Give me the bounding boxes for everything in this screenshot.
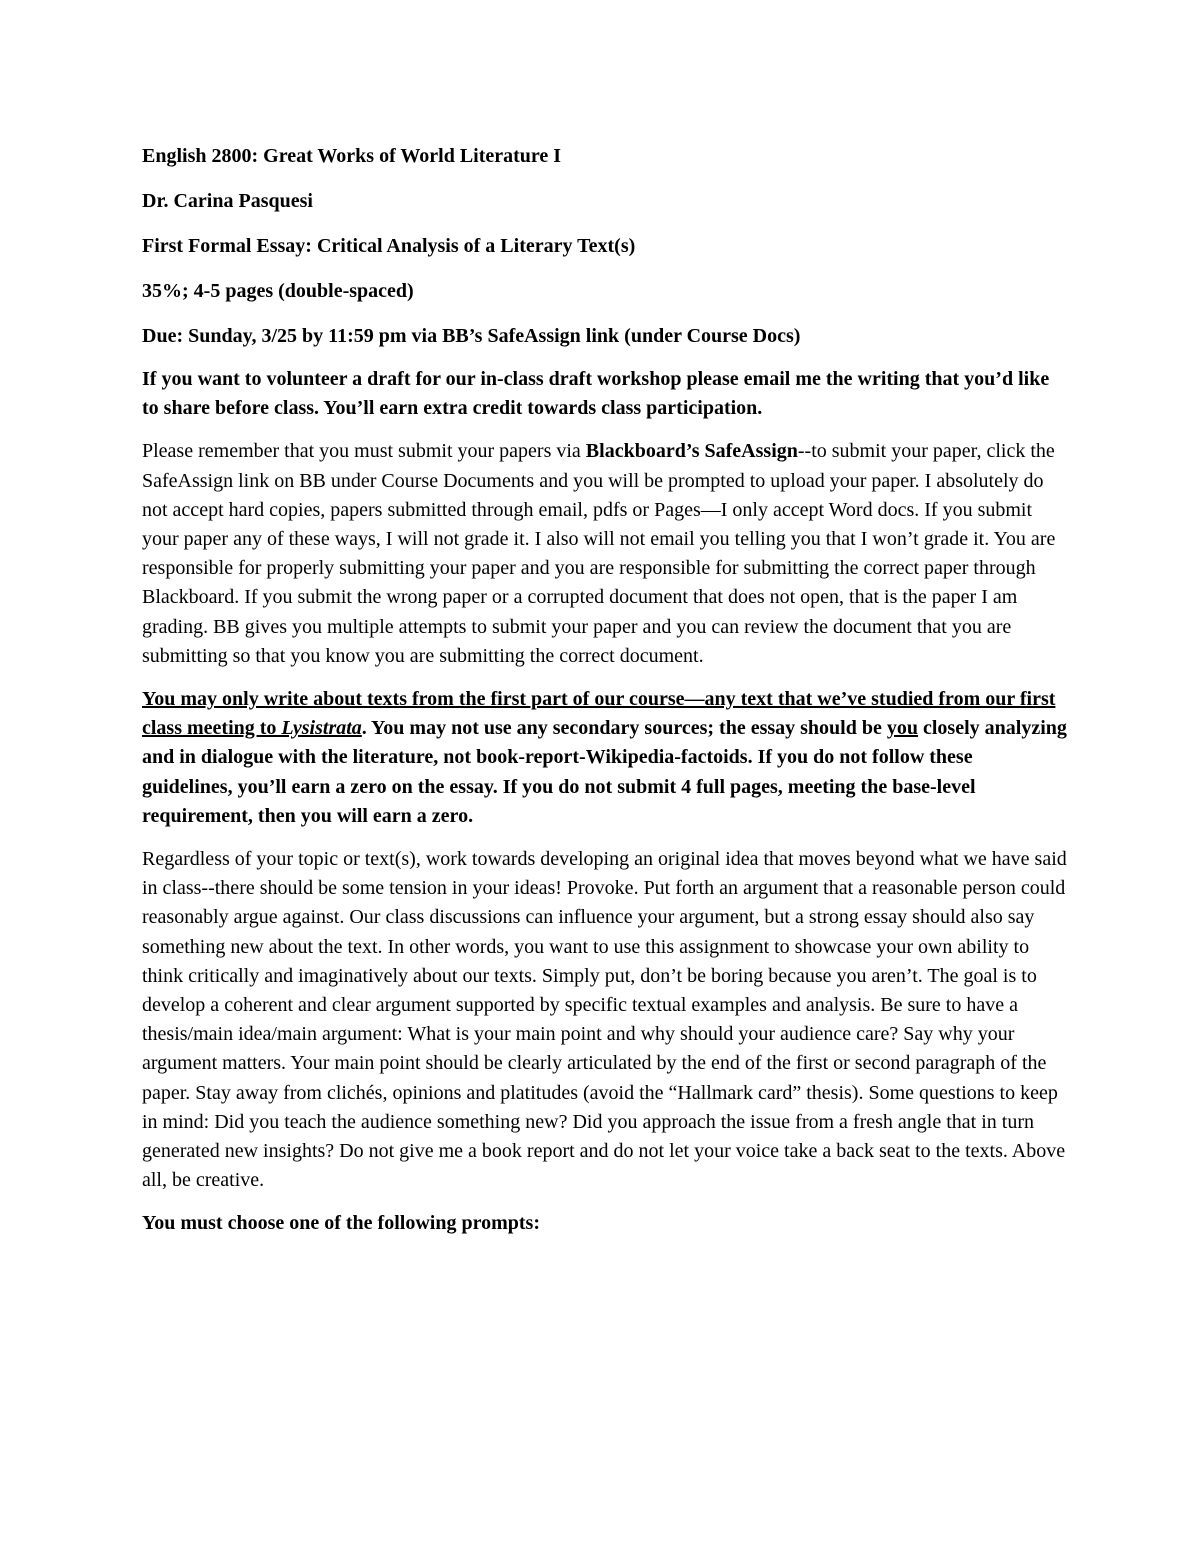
prompts-heading: You must choose one of the following prompts: [142,1212,540,1235]
submission-lead: Please remember that you must submit your papers via [142,440,586,463]
rules-you: you [886,717,918,740]
rules-underlined-lead: You may only write about texts from the first part of our course—any text that we’ve studied from our first class meeting to [142,688,1056,740]
guidance-paragraph: Regardless of your topic or text(s), work towards developing an original idea that moves beyond what we have said in class--there should be some tension in your ideas! Provoke. Put forth an argument that a reasonable person could reasonably argue against. Our class discussions can influence your argument, but a strong essay should also say something new about the text. In other words, you want to use this assignment to showcase your own ability to think critically and imaginatively about our texts. Simply put, don’t be boring because you aren’t. The goal is to develop a coherent and clear argument supported by specific textual examples and analysis. Be sure to have a thesis/main idea/main argument: What is your main point and why should your audience care? Say why your argument matters. Your main point should be clearly articulated by the end of the first or second paragraph of the paper. Stay away from clichés, opinions and platitudes (avoid the “Hallmark card” thesis). Some questions to keep in mind: Did you teach the audience something new? Did you approach the issue from a fresh angle that in turn generated new insights? Do not give me a book report and do not let your voice take a back seat to the texts. Above all, be creative. [142,848,1067,1192]
submission-paragraph [142,437,1067,671]
due-date: Due: Sunday, 3/25 by 11:59 pm via BB’s SafeAssign link (under Course Docs) [142,325,801,347]
rules-paragraph [142,685,1067,831]
rules-after-title: . You may not use any secondary sources; the essay should be [361,717,887,740]
submission-emphasis: Blackboard’s SafeAssign [585,440,798,463]
work-title: Lysistrata [281,717,362,740]
assignment-title: First Formal Essay: Critical Analysis of a Literary Text(s) [142,235,636,257]
instructor-name: Dr. Carina Pasquesi [142,190,313,212]
course-title: English 2800: Great Works of World Literature I [142,145,562,167]
assignment-weight: 35%; 4-5 pages (double-spaced) [142,280,414,302]
submission-rest: --to submit your paper, click the SafeAssign link on BB under Course Documents and you will be prompted to upload your paper. I absolutely do not accept hard copies, papers submitted through email, pdfs or Pages—I only accept Word docs. If you submit your paper any of these ways, I will not grade it. I also will not email you telling you that I won’t grade it. You are responsible for properly submitting your paper and you are responsible for submitting the correct paper through Blackboard. If you submit the wrong paper or a corrupted document that does not open, that is the paper I am grading. BB gives you multiple attempts to submit your paper and you can review the document that you are submitting so that you know you are submitting the correct document. [142,440,1056,667]
rules-rest: closely analyzing and in dialogue with the literature, not book-report-Wikipedia-factoids. If you do not follow these guidelines, you’ll earn a zero on the essay. If you do not submit 4 full pages, meeting the base-level requirement, then you will earn a zero. [142,717,1067,827]
volunteer-note: If you want to volunteer a draft for our in-class draft workshop please email me the writing that you’d like to share before class. You’ll earn extra credit towards class participation. [142,368,1050,420]
document-body [142,142,1067,1238]
